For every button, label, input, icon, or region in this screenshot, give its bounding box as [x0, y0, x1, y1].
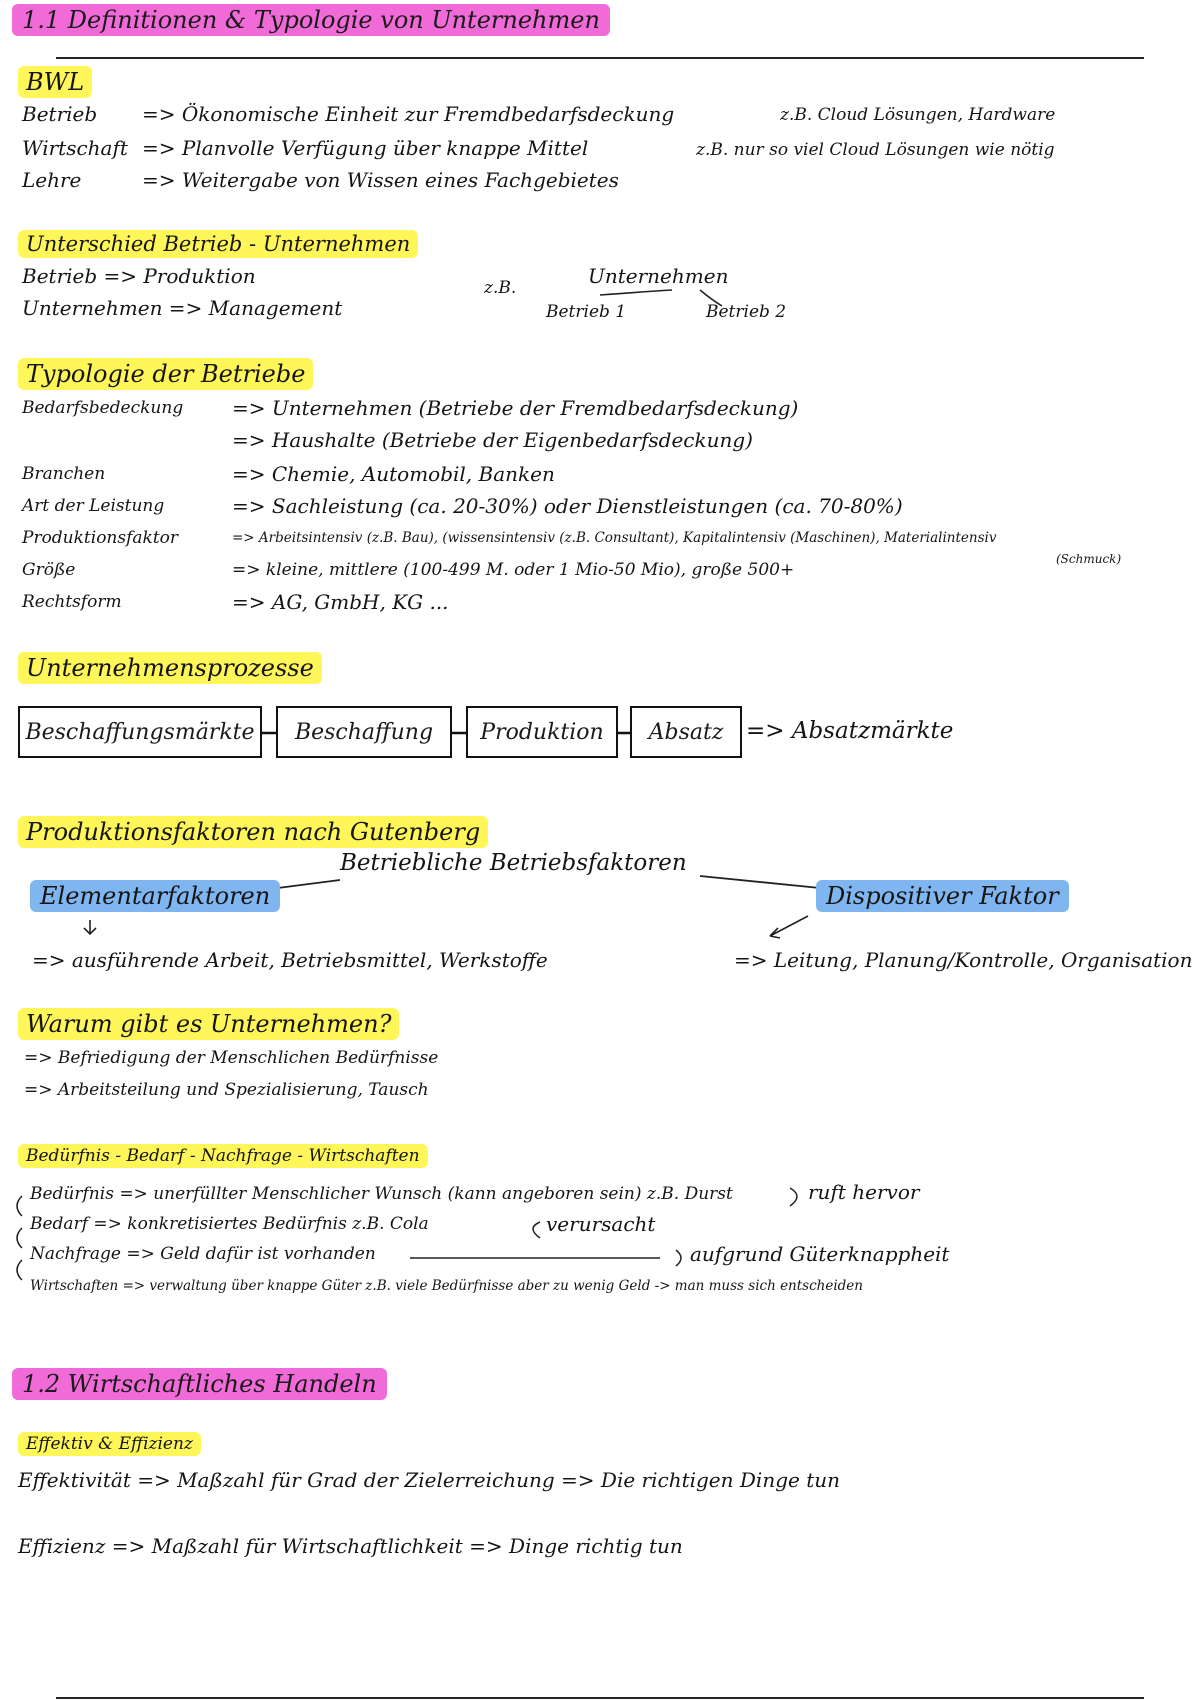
typologie-label: Größe: [22, 560, 76, 580]
section-title: 1.2 Wirtschaftliches Handeln: [12, 1368, 387, 1400]
gutenberg-center: Betriebliche Betriebsfaktoren: [340, 850, 687, 876]
typologie-text: => Chemie, Automobil, Banken: [232, 462, 555, 486]
divider: [56, 1697, 1144, 1699]
heading-effektiv: Effektiv & Effizienz: [18, 1432, 201, 1456]
section-title: 1.1 Definitionen & Typologie von Unternehmen: [12, 4, 610, 36]
divider: [56, 57, 1144, 59]
typologie-label: Bedarfsbedeckung: [22, 398, 184, 418]
typologie-label: Branchen: [22, 464, 106, 484]
bwl-example: z.B. Cloud Lösungen, Hardware: [780, 105, 1056, 125]
process-box: Beschaffungsmärkte: [18, 706, 262, 758]
unterschied-row: Unternehmen => Management: [22, 296, 343, 320]
process-box: Absatz: [630, 706, 742, 758]
bwl-text: => Ökonomische Einheit zur Fremdbedarfsdeckung: [142, 102, 675, 126]
gutenberg-right: Dispositiver Faktor: [816, 880, 1069, 912]
bwl-text: => Planvolle Verfügung über knappe Mittel: [142, 136, 589, 160]
beduerfnis-note: aufgrund Güterknappheit: [690, 1242, 950, 1266]
typologie-note: (Schmuck): [1056, 552, 1122, 566]
typologie-label: Rechtsform: [22, 592, 122, 612]
heading-gutenberg: Produktionsfaktoren nach Gutenberg: [18, 816, 488, 848]
heading-prozesse: Unternehmensprozesse: [18, 652, 322, 684]
typologie-text: => AG, GmbH, KG ...: [232, 590, 449, 614]
heading-typologie: Typologie der Betriebe: [18, 358, 313, 390]
typologie-text: => kleine, mittlere (100-499 M. oder 1 Mio-50 Mio), große 500+: [232, 560, 795, 580]
example-prefix: z.B.: [484, 278, 517, 298]
bwl-text: => Weitergabe von Wissen eines Fachgebietes: [142, 168, 619, 192]
beduerfnis-row: Bedarf => konkretisiertes Bedürfnis z.B. Cola: [30, 1214, 429, 1234]
gutenberg-left: Elementarfaktoren: [30, 880, 280, 912]
process-box: Produktion: [466, 706, 618, 758]
tree-root: Unternehmen: [588, 264, 729, 288]
typologie-label: Art der Leistung: [22, 496, 165, 516]
effektiv-row: Effektivität => Maßzahl für Grad der Zielerreichung => Die richtigen Dinge tun: [18, 1468, 840, 1492]
warum-row: => Befriedigung der Menschlichen Bedürfnisse: [24, 1048, 439, 1068]
bwl-term: Betrieb: [22, 102, 98, 126]
typologie-text: => Unternehmen (Betriebe der Fremdbedarfsdeckung): [232, 396, 799, 420]
tree-right: Betrieb 2: [706, 302, 787, 322]
bwl-term: Lehre: [22, 168, 82, 192]
heading-warum: Warum gibt es Unternehmen?: [18, 1008, 399, 1040]
typologie-text: => Sachleistung (ca. 20-30%) oder Dienstleistungen (ca. 70-80%): [232, 494, 903, 518]
heading-unterschied: Unterschied Betrieb - Unternehmen: [18, 230, 418, 258]
process-tail: => Absatzmärkte: [746, 718, 954, 744]
unterschied-row: Betrieb => Produktion: [22, 264, 256, 288]
typologie-text: => Haushalte (Betriebe der Eigenbedarfsdeckung): [232, 428, 753, 452]
bwl-example: z.B. nur so viel Cloud Lösungen wie nötig: [696, 140, 1055, 160]
typologie-label: Produktionsfaktor: [22, 528, 179, 548]
warum-row: => Arbeitsteilung und Spezialisierung, Tausch: [24, 1080, 429, 1100]
beduerfnis-note: verursacht: [546, 1212, 656, 1236]
gutenberg-left-desc: => ausführende Arbeit, Betriebsmittel, Werkstoffe: [32, 948, 548, 972]
heading-bwl: BWL: [18, 66, 92, 98]
tree-left: Betrieb 1: [546, 302, 627, 322]
heading-beduerfnis: Bedürfnis - Bedarf - Nachfrage - Wirtschaften: [18, 1144, 428, 1168]
effektiv-row: Effizienz => Maßzahl für Wirtschaftlichkeit => Dinge richtig tun: [18, 1534, 683, 1558]
beduerfnis-row: Bedürfnis => unerfüllter Menschlicher Wunsch (kann angeboren sein) z.B. Durst: [30, 1184, 733, 1204]
bwl-term: Wirtschaft: [22, 136, 128, 160]
gutenberg-right-desc: => Leitung, Planung/Kontrolle, Organisation: [734, 948, 1193, 972]
beduerfnis-row: Wirtschaften => verwaltung über knappe Güter z.B. viele Bedürfnisse aber zu wenig Geld -> man muss sich entscheiden: [30, 1278, 863, 1294]
process-box: Beschaffung: [276, 706, 452, 758]
beduerfnis-row: Nachfrage => Geld dafür ist vorhanden: [30, 1244, 376, 1264]
beduerfnis-note: ruft hervor: [808, 1180, 920, 1204]
typologie-text: => Arbeitsintensiv (z.B. Bau), (wissensintensiv (z.B. Consultant), Kapitalintensiv (Maschinen), Materialintensiv: [232, 530, 997, 546]
